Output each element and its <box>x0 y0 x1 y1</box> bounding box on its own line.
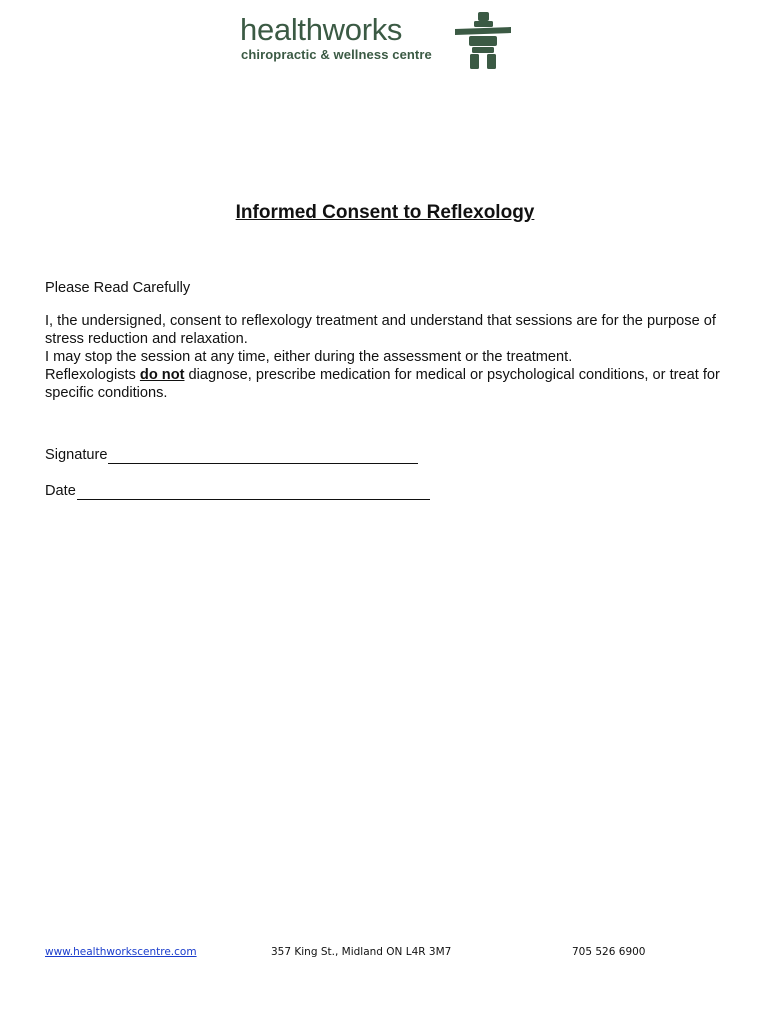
inukshuk-icon <box>455 12 511 70</box>
signature-line[interactable] <box>108 449 418 464</box>
date-label: Date <box>45 483 76 499</box>
logo-wordmark <box>240 10 402 50</box>
logo-word-bold: works <box>322 12 403 47</box>
footer-address: 357 King St., Midland ON L4R 3M7 <box>271 946 452 958</box>
footer-phone: 705 526 6900 <box>572 946 646 958</box>
consent-paragraph <box>45 312 735 402</box>
website-link[interactable]: www.healthworkscentre.com <box>45 946 197 958</box>
consent-line-1: I, the undersigned, consent to reflexology treatment and understand that sessions are for the purpose of stress reduction and relaxation. <box>45 313 716 347</box>
consent-line-3 <box>45 366 735 402</box>
logo-tagline: chiropractic & wellness centre <box>241 47 432 62</box>
consent-line-2: I may stop the session at any time, either during the assessment or the treatment. <box>45 349 573 365</box>
signature-field <box>45 446 418 464</box>
date-field <box>45 482 430 500</box>
do-not-emphasis: do not <box>139 367 185 383</box>
date-line[interactable] <box>77 485 430 500</box>
signature-label: Signature <box>45 447 108 463</box>
brand-logo <box>240 10 515 72</box>
read-carefully-notice: Please Read Carefully <box>45 280 191 296</box>
logo-word-light: health <box>240 12 323 47</box>
consent-line-3-start: Reflexologists <box>45 367 140 383</box>
page-title: Informed Consent to Reflexology <box>235 202 535 223</box>
consent-line-3-end: diagnose, prescribe medication for medical or psychological conditions, or treat for specific conditions. <box>45 367 720 401</box>
